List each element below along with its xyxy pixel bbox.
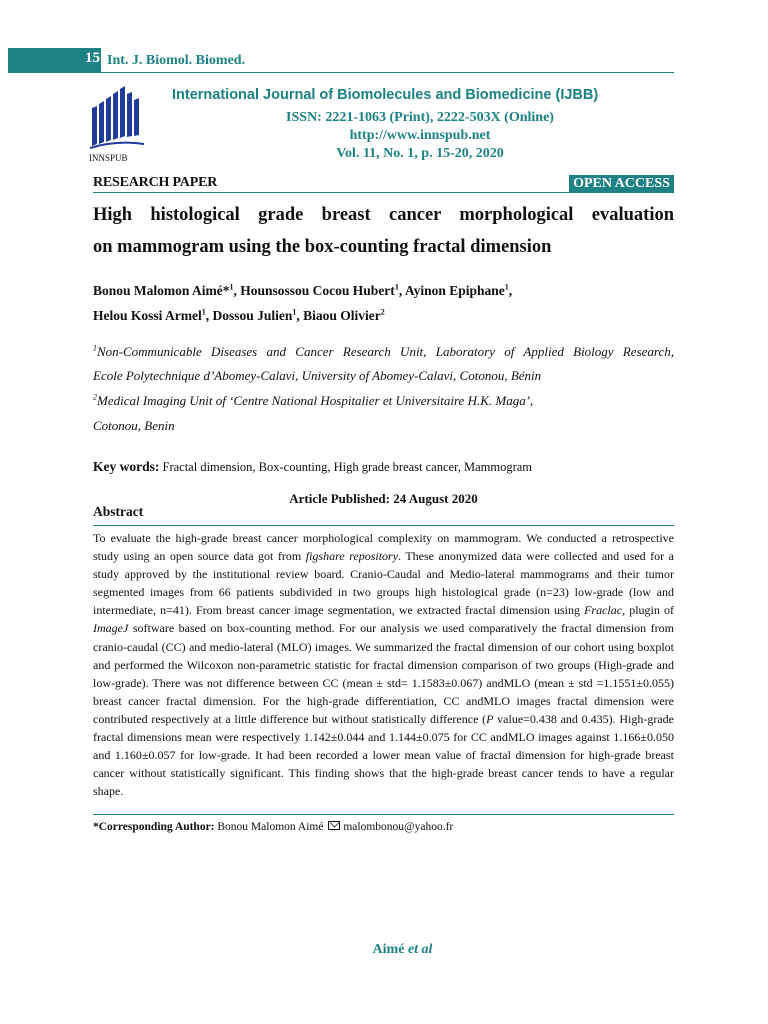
author-name: Bonou Malomon Aimé* <box>93 283 230 298</box>
page-number: 15 <box>85 50 100 66</box>
author-name: Ayinon Epiphane <box>404 283 505 298</box>
journal-url[interactable]: http://www.innspub.net <box>349 128 491 143</box>
journal-title: International Journal of Biomolecules and Biomedicine (IJBB) <box>172 87 599 103</box>
author-name: Hounsossou Cocou Hubert <box>240 283 395 298</box>
author-name: Biaou Olivier <box>303 308 381 323</box>
open-access-badge: OPEN ACCESS <box>569 175 674 192</box>
affiliation-1-line-2: Ecole Polytechnique d’Abomey-Calavi, University of Abomey-Calavi, Cotonou, Bénin <box>93 368 542 383</box>
author-affiliation-mark: 1 <box>394 282 399 292</box>
keywords <box>93 459 532 475</box>
paper-title-line-1: High histological grade breast cancer morphological evaluation <box>93 205 674 225</box>
journal-issn: ISSN: 2221-1063 (Print), 2222-503X (Online) <box>286 110 554 125</box>
author-affiliation-mark: 1 <box>201 307 206 317</box>
envelope-icon <box>328 821 340 830</box>
logo-text: INNSPUB <box>89 153 128 163</box>
corresponding-email[interactable]: malombonou@yahoo.fr <box>343 821 454 833</box>
author-affiliation-mark: 1 <box>229 282 234 292</box>
corresponding-name: Bonou Malomon Aimé <box>217 821 324 833</box>
authors-line-1: Bonou Malomon Aimé*$^1$, Hounsossou Cocou Hubert$^1$, Ayinon Epiphane$^1$, <box>93 282 513 298</box>
affiliation-1-line-1: $^1$Non-Communicable Diseases and Cancer Research Unit, Laboratory of Applied Biology Research, <box>93 343 674 359</box>
author-affiliation-mark: 2 <box>380 307 385 317</box>
author-affiliation-mark: 1 <box>292 307 297 317</box>
author-affiliation-mark: 1 <box>504 282 509 292</box>
author-name: Dossou Julien <box>212 308 293 323</box>
footer-author: Aimé <box>372 942 405 957</box>
journal-volume: Vol. 11, No. 1, p. 15-20, 2020 <box>336 146 504 161</box>
abstract-body: To evaluate the high-grade breast cancer morphological complexity on mammogram. We conducted a retrospective study using an open source data got from figshare repository. These anonymized data were collected and used for a study approved by the institutional review board. Cranio-Caudal and Medio-lateral mammograms and their tumor segmented images from 66 patients subdivided in two groups high histological grade (n=23) low-grade (low and intermediate, n=41). From breast cancer image segmentation, we extracted fractal dimension using Fraclac, plugin of ImageJ software based on box-counting method. For our analysis we used comparatively the fractal dimension from cranio-caudal (CC) and medio-lateral (MLO) images. We summarized the fractal dimension of our cohort using boxplot and performed the Wilcoxon non-parametric statistic for fractal dimension comparison of two groups (High-grade and low-grade). There was not difference between CC (mean ± std= 1.1583±0.067) andMLO (mean ± std =1.1551±0.055) breast cancer fractal dimension. For the high-grade differentiation, CC andMLO images fractal dimension were contributed respectively at a little difference but without statistically difference (P value=0.438 and 0.435). High-grade fractal dimensions mean were respectively 1.142±0.044 and 1.144±0.075 for CC andMLO images against 1.166±0.050 and 1.160±0.057 for low-grade. It had been recorded a lower mean value of fractal dimension for high-grade breast cancer without statistically significant. This finding shows that the high-grade breast cancer tends to have a regular shape. <box>93 531 675 799</box>
running-footer <box>0 942 768 958</box>
abstract-rule-bottom <box>93 814 674 815</box>
publication-date: Article Published: 24 August 2020 <box>289 491 478 506</box>
affiliation-2-line-2: Cotonou, Benin <box>93 418 175 433</box>
header-rule <box>8 72 674 73</box>
corresponding-label: *Corresponding Author: <box>93 821 215 833</box>
keywords-label: Key words: <box>93 459 160 474</box>
paper-type-rule <box>93 192 674 193</box>
paper-type: RESEARCH PAPER <box>93 175 218 190</box>
authors-line-2: Helou Kossi Armel$^1$, Dossou Julien$^1$, Biaou Olivier$^2$ <box>93 307 385 323</box>
corresponding-author <box>93 821 453 833</box>
innspub-logo-icon <box>86 86 154 166</box>
paper-title-line-2: on mammogram using the box-counting fractal dimension <box>93 237 552 257</box>
abstract-rule-top <box>93 525 674 526</box>
affiliation-2-line-1: $^2$Medical Imaging Unit of ‘Centre National Hospitalier et Universitaire H.K. Maga’, <box>93 392 534 408</box>
footer-etal: et al <box>407 942 433 957</box>
running-head-journal: Int. J. Biomol. Biomed. <box>107 53 246 68</box>
keywords-text: Fractal dimension, Box-counting, High grade breast cancer, Mammogram <box>162 460 533 474</box>
abstract-heading: Abstract <box>93 504 144 519</box>
author-name: Helou Kossi Armel <box>93 308 202 323</box>
